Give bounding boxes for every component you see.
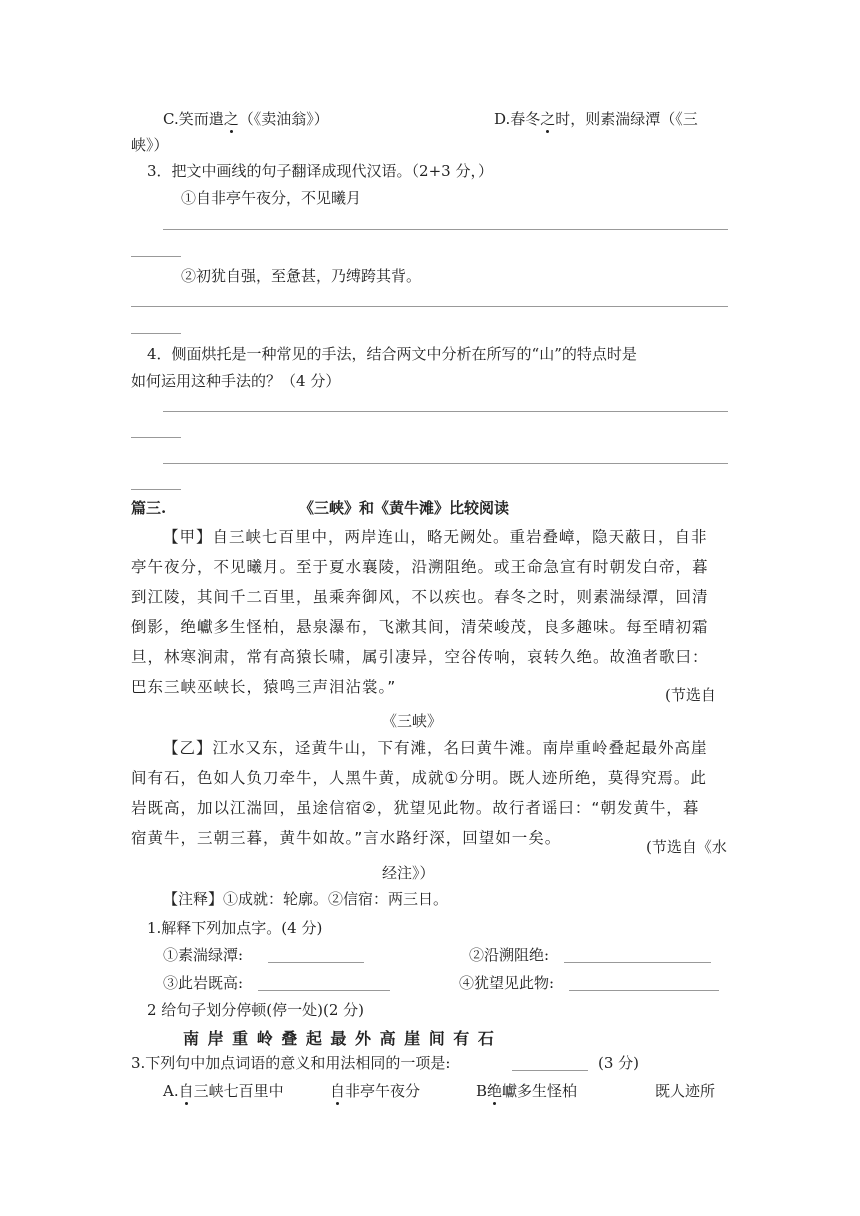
answer-line[interactable] bbox=[131, 437, 181, 438]
p1-item-c: ③此岩既高: bbox=[163, 974, 244, 992]
p3-stem: 3.下列句中加点词语的意义和用法相同的一项是: bbox=[131, 1054, 451, 1072]
answer-line[interactable] bbox=[131, 489, 181, 490]
p1-blank-b[interactable] bbox=[564, 962, 711, 963]
answer-line[interactable] bbox=[163, 229, 728, 230]
q2-option-d bbox=[494, 108, 698, 129]
p1-stem: 1.解释下列加点字。(4 分) bbox=[147, 919, 323, 937]
jia-source-title: 《三峡》 bbox=[382, 712, 443, 730]
section-title: 《三峡》和《黄牛滩》比较阅读 bbox=[299, 499, 510, 517]
q3-sentence-1: ①自非亭午夜分，不见曦月 bbox=[181, 189, 362, 207]
jia-source: (节选自 bbox=[665, 686, 716, 704]
annotations: 【注释】①成就：轮廓。②信宿：两三日。 bbox=[163, 890, 449, 908]
option-b-text-2: 既人迹所 bbox=[655, 1082, 716, 1100]
option-d-dot-char: 之 bbox=[540, 110, 556, 128]
option-a-label: A. bbox=[163, 1082, 179, 1100]
option-b-label: B bbox=[476, 1082, 488, 1100]
yi-line: 间有石，色如人负刀牵牛，人黑牛黄，成就①分明。既人迹所绝，莫得究焉。此 bbox=[131, 769, 707, 787]
option-a-dot-char-1: 自 bbox=[178, 1082, 194, 1100]
q4-stem-line-1: 4．侧面烘托是一种常见的手法，结合两文中分析在所写的“山”的特点时是 bbox=[147, 345, 637, 363]
p1-item-d: ④犹望见此物: bbox=[459, 974, 555, 992]
jia-line: 到江陵，其间千二百里，虽乘奔御风，不以疾也。春冬之时，则素湍绿潭，回清 bbox=[131, 588, 709, 606]
p1-blank-c[interactable] bbox=[258, 990, 390, 991]
option-d-post: 时，则素湍绿潭（《三 bbox=[555, 110, 698, 128]
q3-sentence-2: ②初犹自强，至惫甚，乃缚跨其背。 bbox=[181, 267, 422, 285]
answer-line[interactable] bbox=[131, 306, 728, 307]
answer-line[interactable] bbox=[163, 411, 728, 412]
p3-option-a-part2 bbox=[330, 1080, 420, 1101]
option-a-text-1: 三峡七百里中 bbox=[193, 1082, 284, 1100]
jia-line: 旦，林寒涧肃，常有高猿长啸，属引凄异，空谷传响，哀转久绝。故渔者歌曰： bbox=[131, 648, 709, 666]
jia-line: 亭午夜分，不见曦月。至于夏水襄陵，沿溯阻绝。或王命急宣有时朝发白帝，暮 bbox=[131, 558, 709, 576]
jia-line: 巴东三峡巫峡长，猿鸣三声泪沾裳。” bbox=[131, 678, 397, 696]
yi-source-title: 经注》） bbox=[382, 864, 435, 882]
q4-stem-line-2: 如何运用这种手法的？（4 分） bbox=[131, 372, 341, 390]
p1-blank-d[interactable] bbox=[569, 990, 719, 991]
p3-option-b bbox=[476, 1080, 577, 1101]
option-a-dot-char-2: 自 bbox=[330, 1082, 346, 1100]
option-d-continuation: 峡》） bbox=[131, 136, 169, 154]
option-a-text-2: 非亭午夜分 bbox=[345, 1082, 421, 1100]
p1-item-b: ②沿溯阻绝: bbox=[469, 946, 550, 964]
section-label: 篇三. bbox=[131, 499, 167, 517]
yi-line: 【乙】江水又东，迳黄牛山，下有滩，名曰黄牛滩。南岸重岭叠起最外高崖 bbox=[163, 739, 708, 757]
option-b-text-1: 巘多生怪柏 bbox=[502, 1082, 578, 1100]
p2-stem: 2 给句子划分停顿(停一处)(2 分) bbox=[147, 1001, 365, 1019]
p2-sentence: 南 岸 重 岭 叠 起 最 外 高 崖 间 有 石 bbox=[183, 1029, 496, 1048]
p3-blank[interactable] bbox=[512, 1070, 588, 1071]
answer-line[interactable] bbox=[131, 256, 181, 257]
p1-blank-a[interactable] bbox=[268, 962, 364, 963]
jia-line: 倒影，绝巘多生怪柏，悬泉瀑布，飞漱其间，清荣峻茂，良多趣味。每至晴初霜 bbox=[131, 618, 709, 636]
option-c-dot-char: 之 bbox=[223, 110, 239, 128]
p3-option-a bbox=[163, 1080, 284, 1101]
option-d-pre: D.春冬 bbox=[494, 110, 541, 128]
q3-stem: 3．把文中画线的句子翻译成现代汉语。（2+3 分，） bbox=[147, 162, 493, 180]
p3-score: (3 分) bbox=[598, 1054, 640, 1072]
jia-line: 【甲】自三峡七百里中，两岸连山，略无阙处。重岩叠嶂，隐天蔽日，自非 bbox=[163, 528, 708, 546]
answer-line[interactable] bbox=[131, 333, 181, 334]
yi-line: 岩既高，加以江湍回，虽途信宿②，犹望见此物。故行者谣曰：“朝发黄牛，暮 bbox=[131, 799, 700, 817]
option-c-post: （《卖油翁》） bbox=[238, 110, 329, 128]
option-c-pre: C.笑而遣 bbox=[163, 110, 224, 128]
yi-line: 宿黄牛，三朝三暮，黄牛如故。”言水路纡深，回望如一矣。 bbox=[131, 829, 562, 847]
option-b-dot-char-1: 绝 bbox=[487, 1082, 503, 1100]
p1-item-a: ①素湍绿潭: bbox=[163, 946, 244, 964]
yi-source: (节选自《水 bbox=[646, 838, 727, 856]
q2-option-c bbox=[163, 108, 329, 129]
answer-line[interactable] bbox=[163, 463, 728, 464]
